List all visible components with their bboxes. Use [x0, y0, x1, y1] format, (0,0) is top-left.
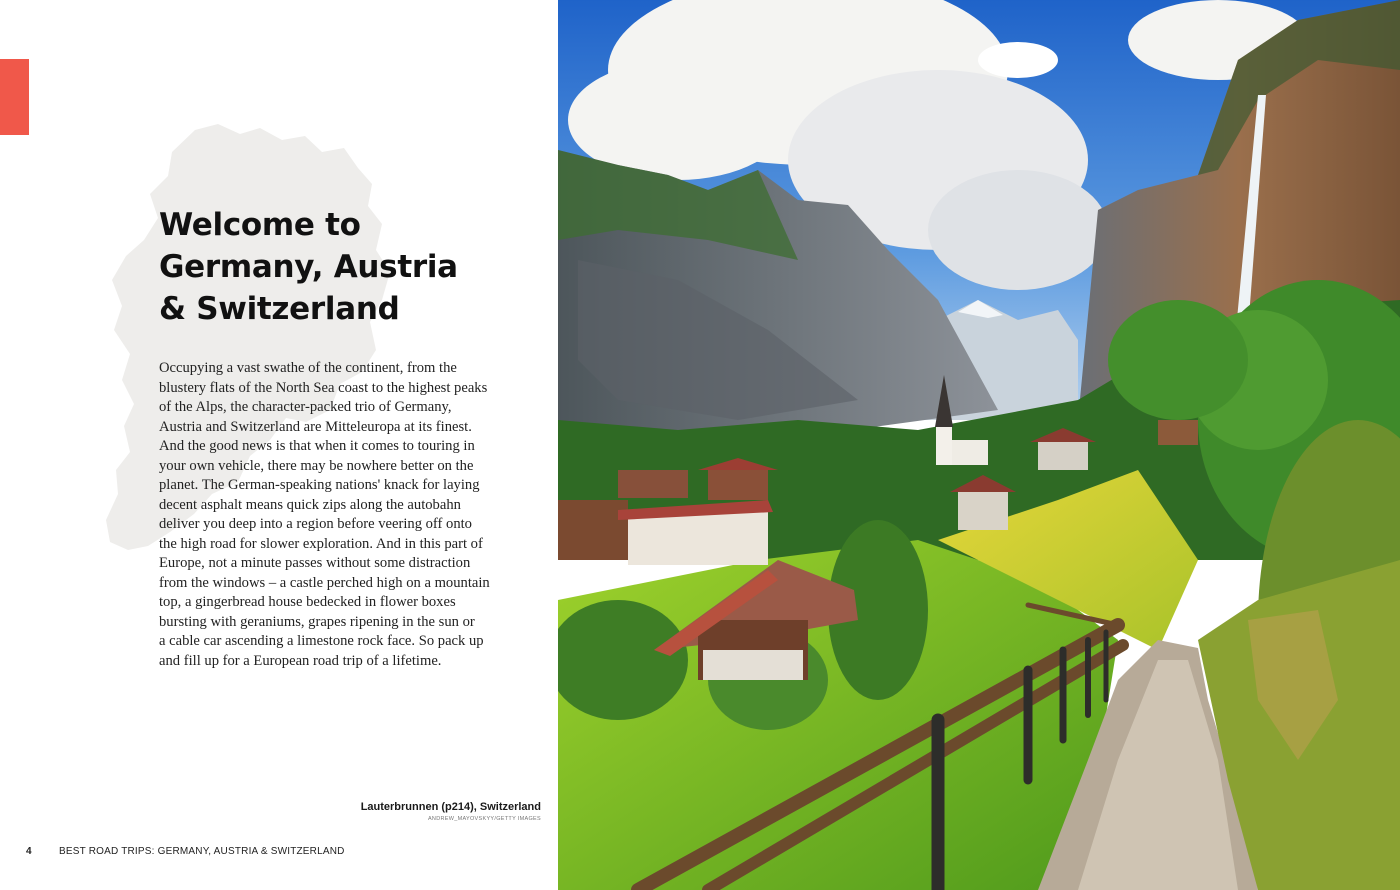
- body-line: bursting with geraniums, grapes ripening in the sun or: [159, 613, 475, 630]
- left-page: [0, 0, 558, 890]
- body-line: your own vehicle, there may be nowhere better on the: [159, 457, 474, 474]
- photo-credit: ANDREW_MAYOVSKYY/GETTY IMAGES: [427, 816, 541, 822]
- body-line: a cable car ascending a limestone rock face. So pack up: [159, 633, 484, 649]
- page-number: 4: [26, 846, 32, 857]
- landscape-photo: [558, 0, 1400, 890]
- body-line: the high road for slower exploration. And in this part of: [159, 535, 483, 552]
- caption-title: Lauterbrunnen (p214), Switzerland: [360, 801, 541, 813]
- accent-tab: [0, 59, 29, 135]
- title-line: Germany, Austria: [159, 249, 458, 285]
- page-footer: [26, 846, 345, 857]
- body-line: top, a gingerbread house bedecked in flower boxes: [159, 594, 456, 610]
- body-line: and fill up for a European road trip of a lifetime.: [159, 652, 442, 669]
- page-title: [159, 204, 519, 330]
- body-line: Austria and Switzerland are Mitteleuropa at its finest.: [159, 418, 472, 435]
- photo-caption: [361, 800, 541, 824]
- intro-paragraph: [159, 359, 504, 671]
- body-line: deliver you deep into a region before veering off onto: [159, 516, 472, 532]
- body-line: from the windows – a castle perched high on a mountain: [159, 574, 490, 591]
- title-line: Welcome to: [159, 207, 361, 243]
- body-line: of the Alps, the character-packed trio of Germany,: [159, 399, 452, 415]
- body-line: Occupying a vast swathe of the continent, from the: [159, 360, 457, 376]
- photo-page: [558, 0, 1400, 890]
- body-line: decent asphalt means quick zips along the autobahn: [159, 496, 461, 513]
- body-line: Europe, not a minute passes without some distraction: [159, 555, 471, 571]
- body-line: planet. The German-speaking nations' knack for laying: [159, 477, 480, 493]
- body-line: And the good news is that when it comes to touring in: [159, 438, 475, 454]
- body-line: blustery flats of the North Sea coast to the highest peaks: [159, 379, 488, 396]
- running-title: BEST ROAD TRIPS: GERMANY, AUSTRIA & SWITZERLAND: [59, 846, 345, 857]
- title-line: & Switzerland: [159, 291, 400, 327]
